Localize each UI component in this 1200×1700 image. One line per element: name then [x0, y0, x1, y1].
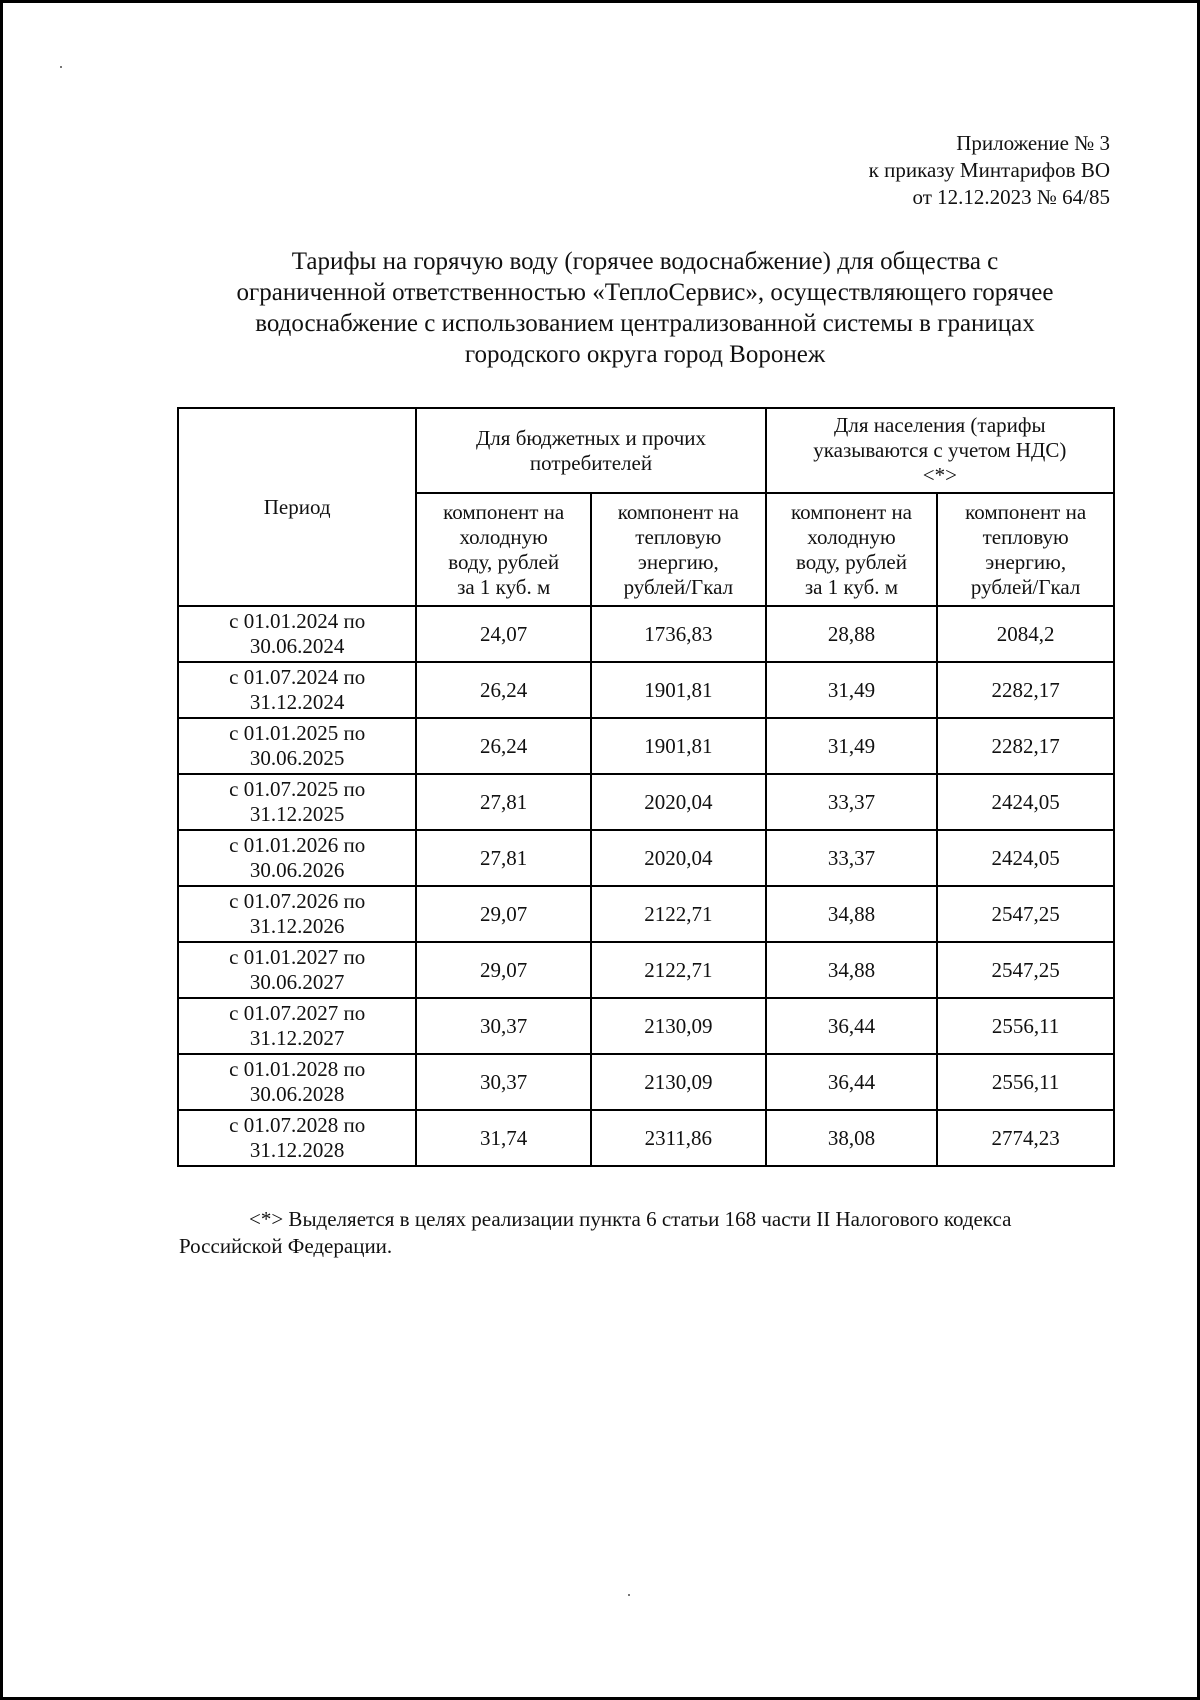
footnote: <*> Выделяется в целях реализации пункта 6 статьи 168 части II Налогового кодекса Российской Федерации. [179, 1207, 1012, 1258]
appendix-reference [869, 130, 1110, 211]
table-row [178, 942, 1114, 998]
table-row [178, 606, 1114, 662]
budget-heat-energy-cell: 1901,81 [591, 718, 766, 774]
population-cold-water-cell: 34,88 [766, 942, 938, 998]
period-header: Период [178, 408, 416, 606]
population-heat-energy-cell: 2084,2 [937, 606, 1114, 662]
population-heat-energy-cell: 2556,11 [937, 998, 1114, 1054]
tariff-rows [178, 606, 1114, 1166]
table-row [178, 774, 1114, 830]
budget-cold-water-cell: 24,07 [416, 606, 591, 662]
budget-heat-energy-header: компонент на тепловую энергию, рублей/Гкал [591, 493, 766, 606]
population-heat-energy-cell: 2424,05 [937, 774, 1114, 830]
population-cold-water-cell: 38,08 [766, 1110, 938, 1166]
period-cell: с 01.07.2027 по 31.12.2027 [178, 998, 416, 1054]
period-cell: с 01.01.2027 по 30.06.2027 [178, 942, 416, 998]
appendix-line: к приказу Минтарифов ВО [868, 158, 1110, 182]
period-cell: с 01.07.2028 по 31.12.2028 [178, 1110, 416, 1166]
budget-heat-energy-cell: 2020,04 [591, 774, 766, 830]
period-cell: с 01.07.2026 по 31.12.2026 [178, 886, 416, 942]
population-cold-water-cell: 36,44 [766, 1054, 938, 1110]
population-cold-water-cell: 28,88 [766, 606, 938, 662]
budget-cold-water-cell: 27,81 [416, 774, 591, 830]
title-line: ограниченной ответственностью «ТеплоСервис», осуществляющего горячее [236, 279, 1054, 306]
budget-heat-energy-cell: 1736,83 [591, 606, 766, 662]
budget-heat-energy-cell: 2130,09 [591, 998, 766, 1054]
budget-heat-energy-cell: 2122,71 [591, 942, 766, 998]
budget-consumers-header: Для бюджетных и прочих потребителей [416, 408, 765, 493]
tariff-table [177, 407, 1115, 1167]
population-cold-water-header: компонент на холодную воду, рублей за 1 куб. м [766, 493, 938, 606]
budget-heat-energy-cell: 2122,71 [591, 886, 766, 942]
budget-cold-water-cell: 30,37 [416, 998, 591, 1054]
table-row [178, 718, 1114, 774]
table-row [178, 830, 1114, 886]
population-heat-energy-cell: 2424,05 [937, 830, 1114, 886]
budget-heat-energy-cell: 2020,04 [591, 830, 766, 886]
population-heat-energy-header: компонент на тепловую энергию, рублей/Гкал [937, 493, 1114, 606]
population-heat-energy-cell: 2547,25 [937, 886, 1114, 942]
scan-speck [60, 66, 62, 68]
title-line: городского округа город Воронеж [464, 341, 826, 368]
period-cell: с 01.01.2024 по 30.06.2024 [178, 606, 416, 662]
budget-cold-water-cell: 26,24 [416, 662, 591, 718]
population-heat-energy-cell: 2282,17 [937, 662, 1114, 718]
population-heat-energy-cell: 2774,23 [937, 1110, 1114, 1166]
scan-speck [628, 1594, 630, 1596]
budget-heat-energy-cell: 2311,86 [591, 1110, 766, 1166]
budget-heat-energy-cell: 1901,81 [591, 662, 766, 718]
table-row [178, 662, 1114, 718]
population-heat-energy-cell: 2547,25 [937, 942, 1114, 998]
table-row [178, 886, 1114, 942]
period-cell: с 01.07.2025 по 31.12.2025 [178, 774, 416, 830]
population-cold-water-cell: 31,49 [766, 718, 938, 774]
budget-cold-water-cell: 27,81 [416, 830, 591, 886]
budget-cold-water-cell: 29,07 [416, 886, 591, 942]
population-cold-water-cell: 31,49 [766, 662, 938, 718]
budget-cold-water-cell: 31,74 [416, 1110, 591, 1166]
title-line: водоснабжение с использованием централизованной системы в границах [255, 310, 1035, 337]
population-cold-water-cell: 33,37 [766, 830, 938, 886]
document-title [180, 246, 1110, 370]
table-row [178, 998, 1114, 1054]
appendix-line: Приложение № 3 [956, 131, 1110, 155]
title-line: Тарифы на горячую воду (горячее водоснабжение) для общества с [291, 248, 999, 275]
population-header: Для населения (тарифы указываются с учетом НДС) <*> [766, 408, 1114, 493]
population-heat-energy-cell: 2282,17 [937, 718, 1114, 774]
period-cell: с 01.07.2024 по 31.12.2024 [178, 662, 416, 718]
budget-cold-water-cell: 30,37 [416, 1054, 591, 1110]
population-heat-energy-cell: 2556,11 [937, 1054, 1114, 1110]
table-row [178, 1054, 1114, 1110]
population-cold-water-cell: 34,88 [766, 886, 938, 942]
budget-cold-water-cell: 26,24 [416, 718, 591, 774]
period-cell: с 01.01.2026 по 30.06.2026 [178, 830, 416, 886]
budget-cold-water-cell: 29,07 [416, 942, 591, 998]
budget-cold-water-header: компонент на холодную воду, рублей за 1 куб. м [416, 493, 591, 606]
population-cold-water-cell: 33,37 [766, 774, 938, 830]
population-cold-water-cell: 36,44 [766, 998, 938, 1054]
budget-heat-energy-cell: 2130,09 [591, 1054, 766, 1110]
appendix-line: от 12.12.2023 № 64/85 [912, 185, 1110, 209]
period-cell: с 01.01.2028 по 30.06.2028 [178, 1054, 416, 1110]
table-row [178, 1110, 1114, 1166]
period-cell: с 01.01.2025 по 30.06.2025 [178, 718, 416, 774]
